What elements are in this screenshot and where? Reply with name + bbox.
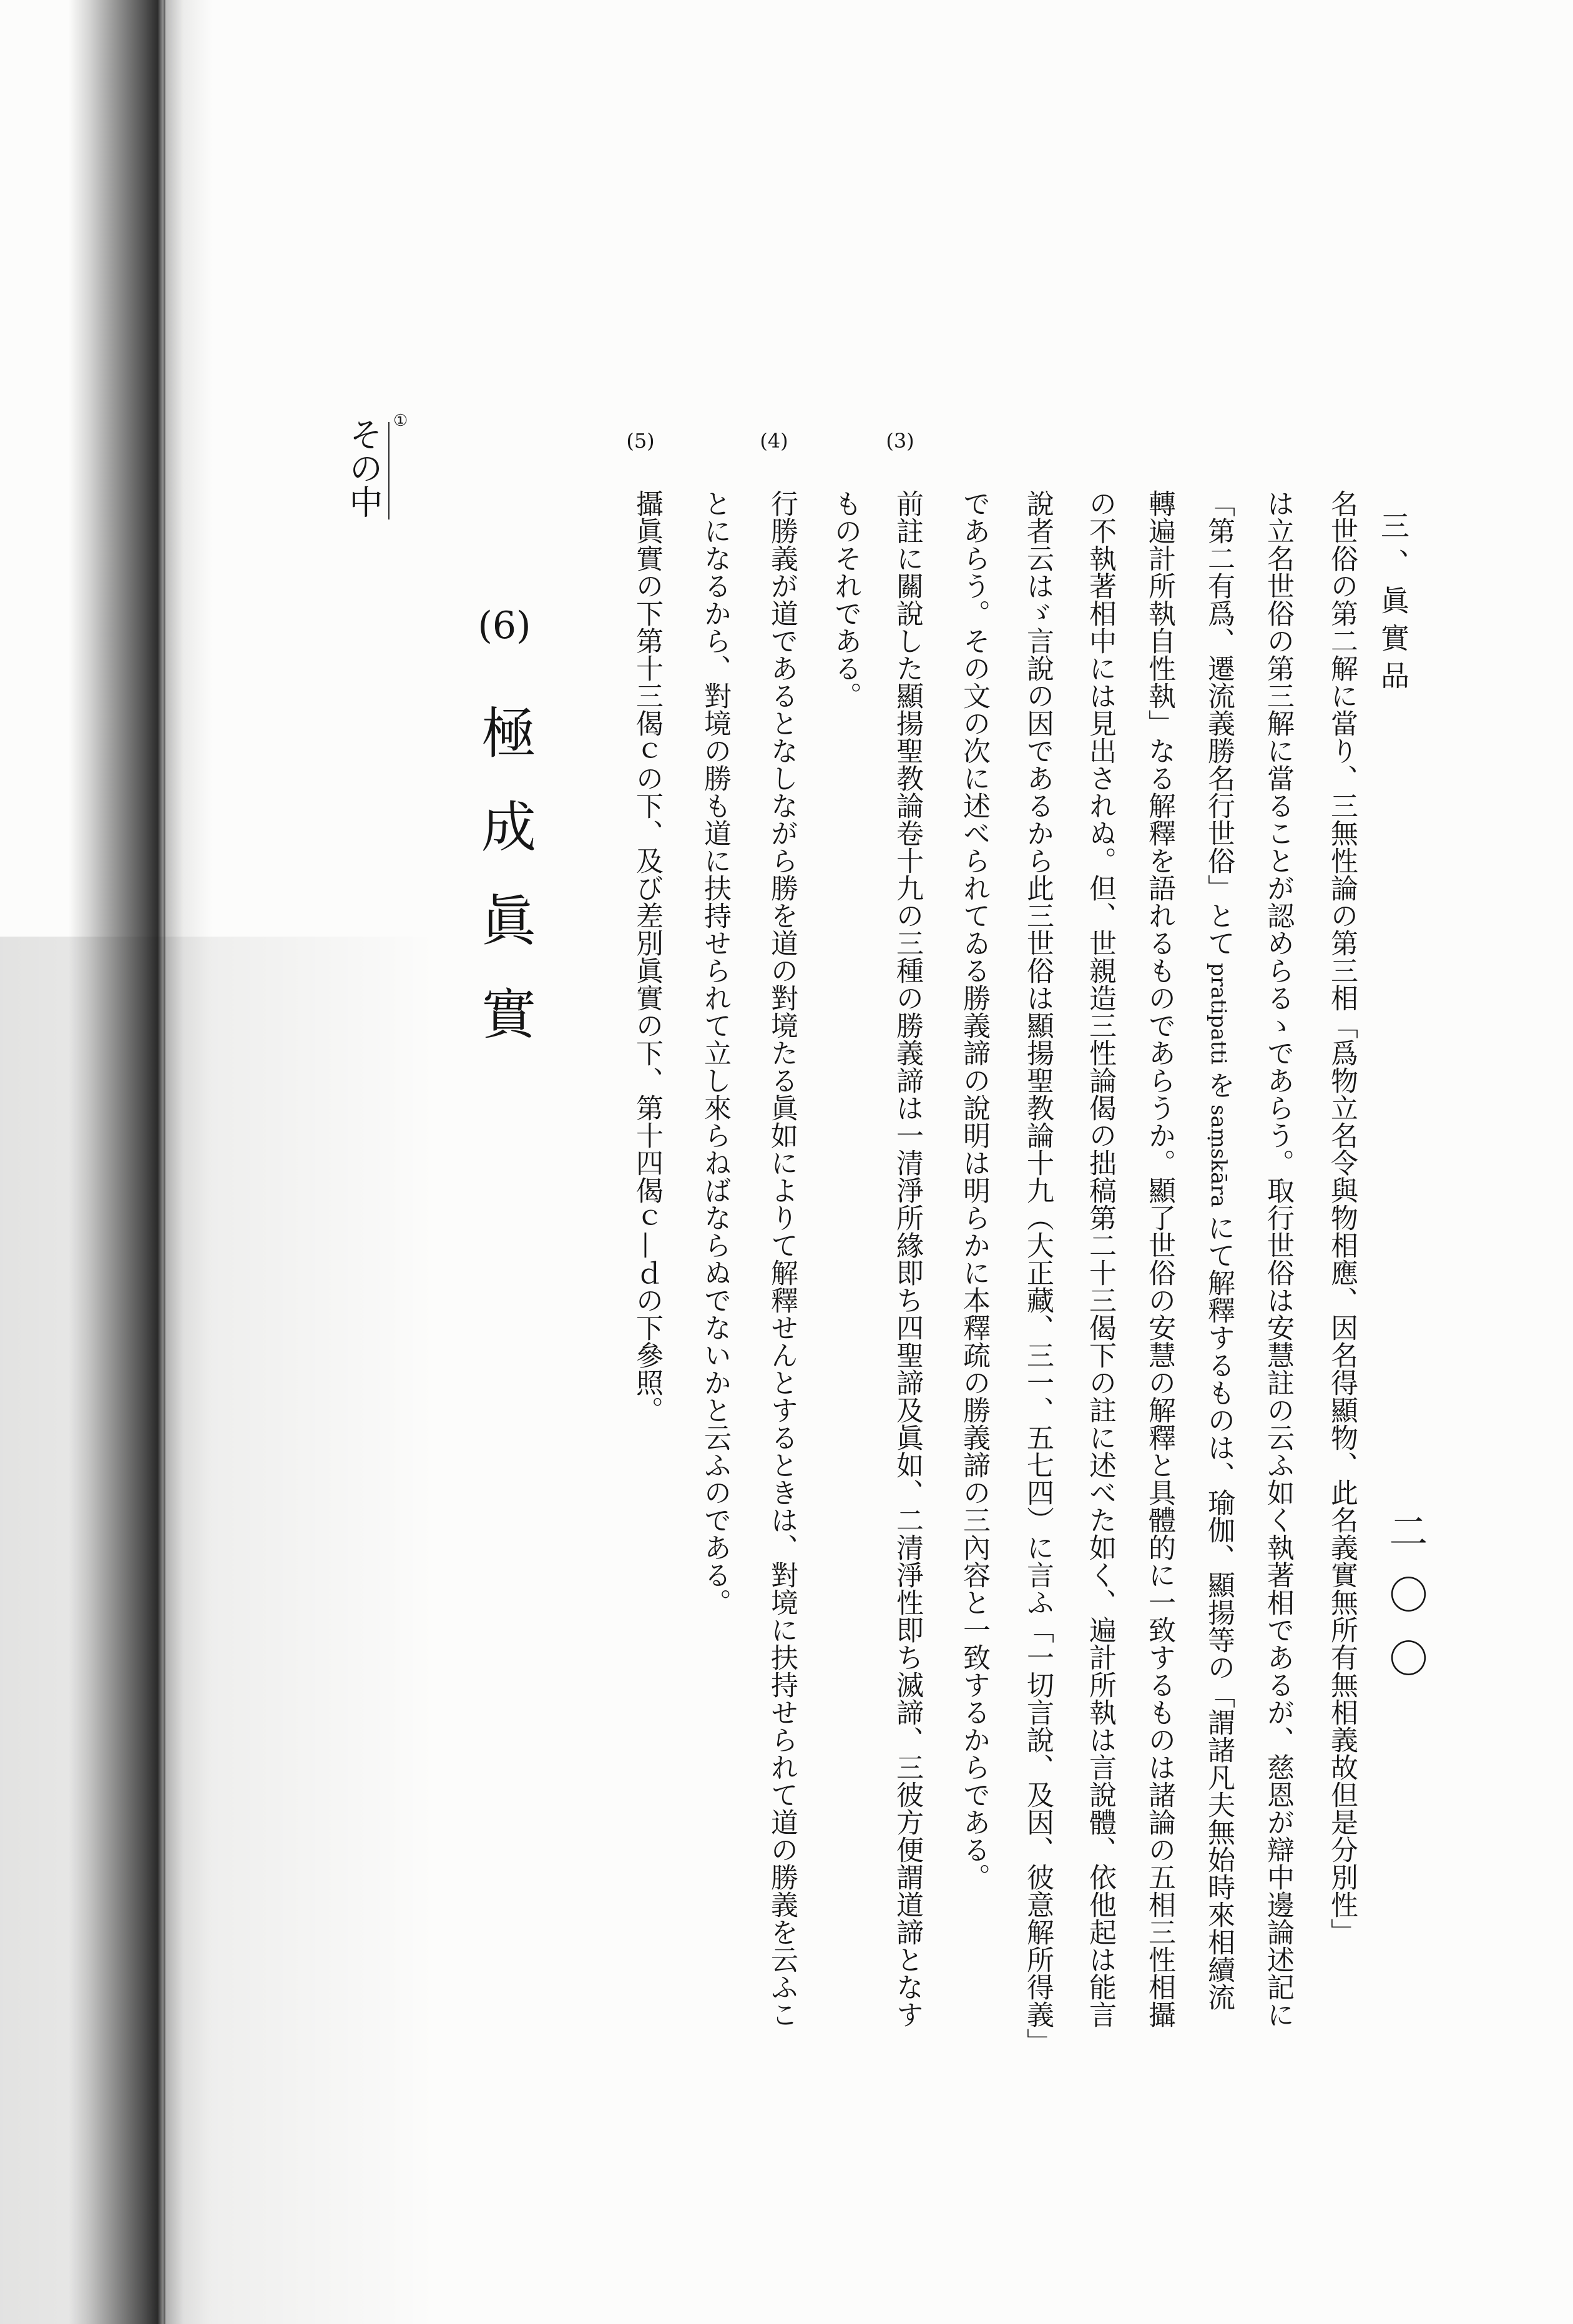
binding-shadow [69, 0, 212, 2324]
running-title: 三、眞實品 [1376, 511, 1410, 698]
binding-edge-line [164, 0, 165, 2324]
note-line-segment: にて解釋するものは、瑜伽、顯揚等の「謂諸凡夫無始時來相續流 [1203, 1213, 1235, 2011]
note-marker-4: (4) [760, 429, 788, 453]
sideline-mark [388, 422, 390, 519]
note-line: は立名世俗の第三解に當ることが認めらるゝであらう。取行世俗は安慧註の云ふ如く執著相であるが、慈恩が辯中邊論述記に [1262, 490, 1294, 2028]
footnote-marker: ① [393, 411, 408, 430]
note-line-segment: を [1203, 1071, 1235, 1099]
note-line: 前註に關說した顯揚聖教論卷十九の三種の勝義諦は一清淨所緣即ち四聖諦及眞如、二清淨性即ち滅諦、三彼方便謂道諦となす [891, 490, 923, 2028]
note-marker-3: (3) [886, 429, 914, 453]
note-line: 轉遍計所執自性執」なる解釋を語れるものであらうか。顯了世俗の安慧の解釋と具體的に一致するものは諸論の五相三性相攝 [1144, 490, 1175, 2028]
section-number: (6) [478, 604, 531, 647]
scan-haze [0, 937, 437, 2324]
note-line: 名世俗の第二解に當り、三無性論の第三相「爲物立名令與物相應、因名得顯物、此名義實無所有無相義故但是分別性」 [1326, 490, 1358, 1946]
note-line [1201, 490, 1236, 2011]
note-line: の不執著相中には見出されぬ。但、世親造三性論偈の拙稿第二十三偈下の註に述べた如く、遍計所執は言說體、依他起は能言 [1084, 490, 1116, 2028]
sanskrit-term: pratipatti [1206, 963, 1231, 1065]
note-line: 說者云はゞ言說の因であるから此三世俗は顯揚聖教論十九（大正藏、三一、五七四）に言ふ「一切言說、及因、彼意解所得義」 [1022, 490, 1054, 2056]
body-opening-text: その中 [344, 417, 383, 518]
section-title: 極成眞實 [473, 704, 537, 1079]
sanskrit-term: saṃskāra [1206, 1105, 1231, 1208]
page-number: 二〇〇 [1383, 1511, 1428, 1702]
note-line: とになるから、對境の勝も道に扶持せられて立し來らねばならぬでないかと云ふのである。 [699, 490, 731, 1616]
note-line-segment: 「第二有爲、遷流義勝名行世俗」とて [1203, 490, 1235, 957]
note-marker-5: (5) [626, 429, 655, 453]
note-line: 行勝義が道であるとなしながら勝を道の對境たる眞如によりて解釋せんとするときは、對境に扶持せられて道の勝義を云ふこ [766, 490, 798, 2028]
note-line: であらう。その文の次に述べられてゐる勝義諦の說明は明らかに本釋疏の勝義諦の三內容と一致するからである。 [958, 490, 990, 1891]
note-line: ものそれである。 [830, 490, 861, 709]
note-line: 攝眞實の下第十三偈ｃの下、及び差別眞實の下、第十四偈ｃ—ｄの下參照。 [631, 490, 663, 1424]
